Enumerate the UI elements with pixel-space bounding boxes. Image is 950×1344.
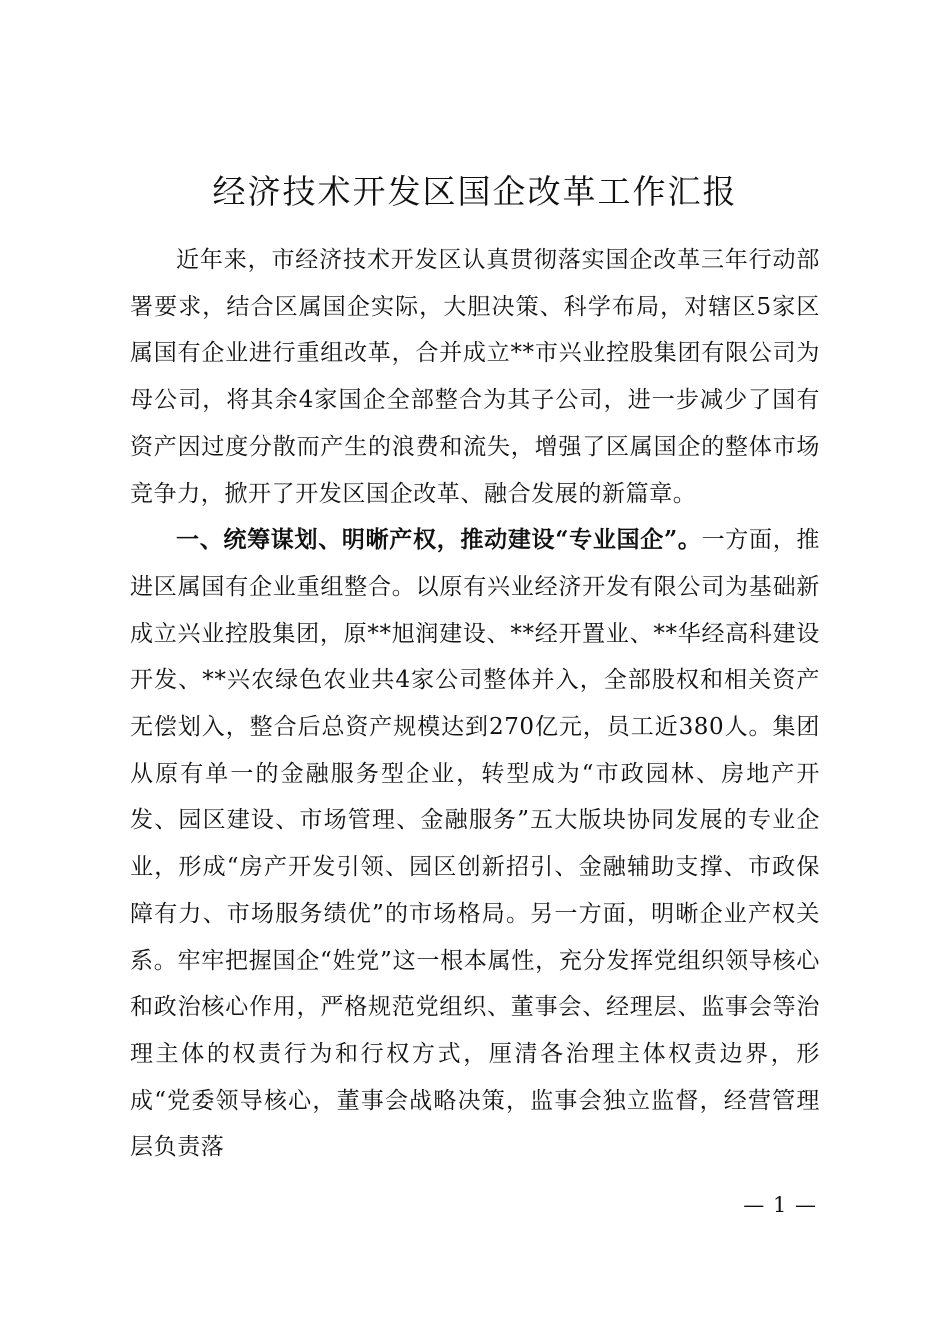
section-1-heading: 一、统筹谋划、明晰产权，推动建设“专业国企”。 — [176, 526, 702, 554]
document-title: 经济技术开发区国企改革工作汇报 — [212, 172, 738, 211]
document-body — [130, 237, 820, 1171]
section-1-paragraph — [130, 517, 820, 1171]
intro-paragraph: 近年来，市经济技术开发区认真贯彻落实国企改革三年行动部署要求，结合区属国企实际，大胆决策、科学布局，对辖区5家区属国有企业进行重组改革，合并成立**市兴业控股集团有限公司为母公司，将其余4家国企全部整合为其子公司，进一步减少了国有资产因过度分散而产生的浪费和流失，增强了区属国企的整体市场竞争力，掀开了开发区国企改革、融合发展的新篇章。 — [130, 247, 820, 507]
section-1-body: 一方面，推进区属国有企业重组整合。以原有兴业经济开发有限公司为基础新成立兴业控股集团，原**旭润建设、**经开置业、**华经高科建设开发、**兴农绿色农业共4家公司整体并入，全部股权和相关资产无偿划入，整合后总资产规模达到270亿元，员工近380人。集团从原有单一的金融服务型企业，转型成为“市政园林、房地产开发、园区建设、市场管理、金融服务”五大版块协同发展的专业企业，形成“房产开发引领、园区创新招引、金融辅助支撑、市政保障有力、市场服务绩优”的市场格局。另一方面，明晰企业产权关系。牢牢把握国企“姓党”这一根本属性，充分发挥党组织领导核心和政治核心作用，严格规范党组织、董事会、经理层、监事会等治理主体的权责行为和行权方式，厘清各治理主体权责边界，形成“党委领导核心，董事会战略决策，监事会独立监督，经营管理层负责落 — [130, 527, 820, 1161]
page-number: — 1 — — [743, 1193, 817, 1217]
